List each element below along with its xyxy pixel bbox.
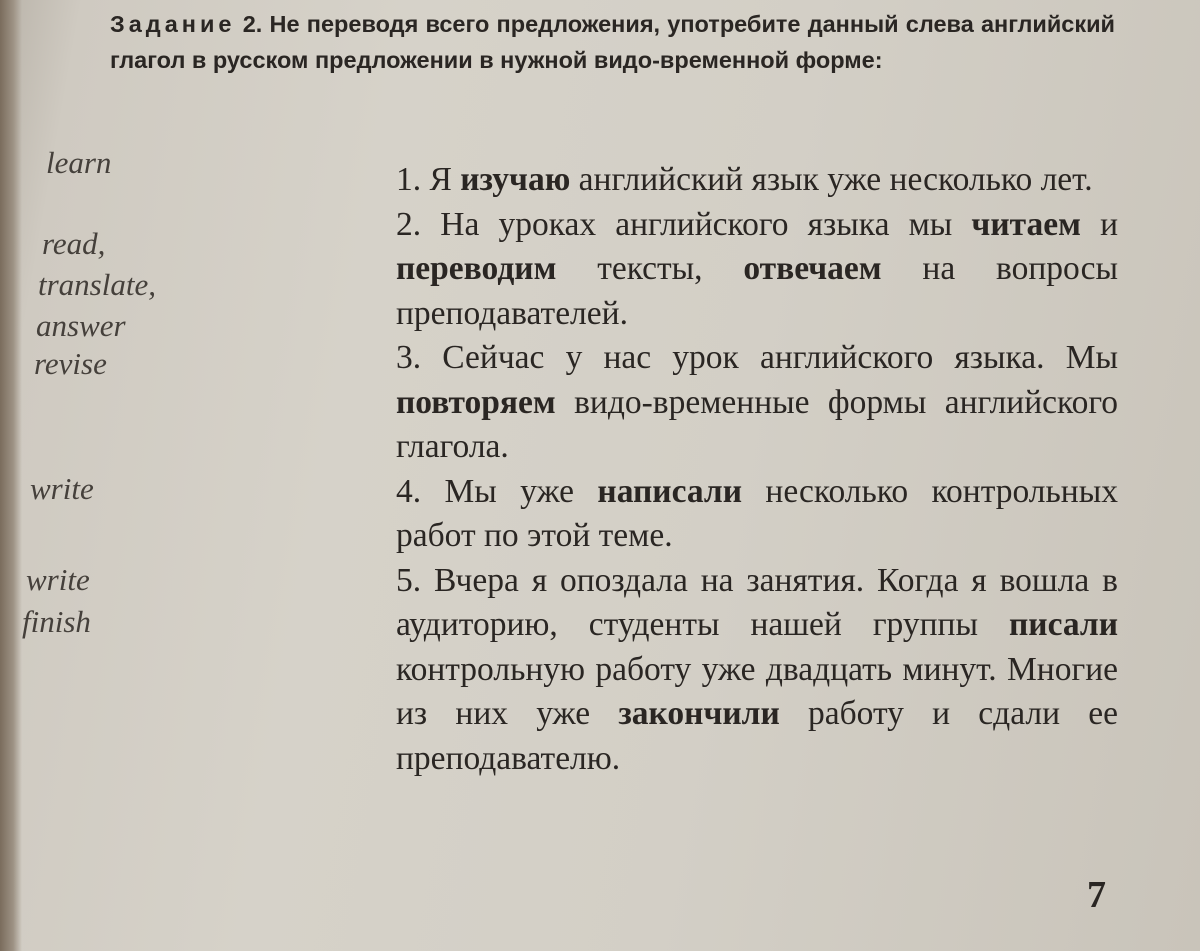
highlighted-verb: отвечаем (743, 250, 882, 287)
highlighted-verb: переводим (396, 250, 557, 287)
highlighted-verb: повторяем (396, 383, 556, 421)
verb-label: finish (22, 604, 91, 639)
sentence-text: 2. На уроках английского языка мы (396, 205, 972, 243)
verb-label: answer (36, 308, 126, 343)
sentence-text: 3. Сейчас у нас урок английского языка. Мы (396, 339, 1118, 376)
sentence-text: и (1080, 205, 1118, 243)
sentence-1 (396, 158, 1118, 203)
highlighted-verb: написали (597, 472, 743, 510)
sentence-text: на вопросы преподавателей. (396, 250, 1118, 332)
sentence-list (396, 158, 1118, 781)
task-label: Задание (110, 11, 236, 37)
book-spine-shadow (0, 0, 22, 951)
verb-label: learn (46, 145, 112, 180)
verb-label: revise (34, 346, 107, 381)
sentence-text: работу и сдали ее преподавателю. (396, 695, 1118, 777)
page-number: 7 (1087, 874, 1106, 916)
highlighted-verb: изучаю (460, 161, 571, 198)
highlighted-verb: закончили (618, 695, 780, 732)
task-heading (110, 6, 1115, 78)
highlighted-verb: читаем (971, 205, 1081, 243)
verb-label: write (30, 471, 94, 506)
sentence-3 (396, 336, 1118, 470)
verb-label: write (26, 562, 90, 597)
sentence-5 (396, 559, 1118, 782)
sentence-text: 4. Мы уже (396, 472, 598, 510)
sentence-text: 1. Я (396, 161, 461, 198)
task-instruction: 2. Не переводя всего предложения, употребите данный слева английский глагол в русском предложении в нужной видо-временной форме: (110, 11, 1115, 73)
sentence-text: видо-временные формы английского глагола. (396, 383, 1118, 465)
sentence-text: несколько контрольных работ по этой теме. (396, 472, 1118, 554)
highlighted-verb: писали (1008, 606, 1118, 643)
sentence-text: тексты, (556, 250, 744, 287)
verb-label: translate, (38, 267, 156, 302)
sentence-text: 5. Вчера я опоздала на занятия. Когда я вошла в аудиторию, студенты нашей группы (396, 561, 1118, 643)
sentence-text: контрольную работу уже двадцать минут. Многие из них уже (396, 650, 1118, 732)
sentence-text: английский язык уже несколько лет. (570, 161, 1093, 198)
verb-label: read, (42, 226, 106, 261)
sentence-2 (396, 203, 1118, 337)
sentence-4 (396, 470, 1118, 559)
